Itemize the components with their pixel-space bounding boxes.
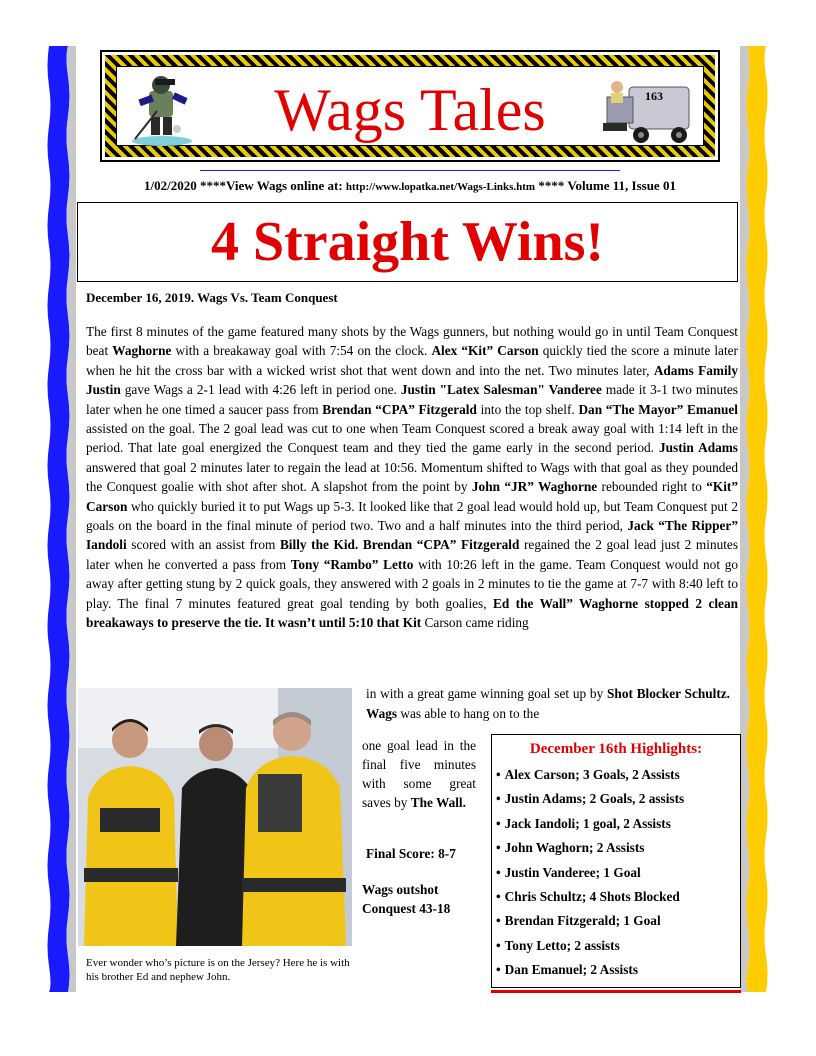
highlight-item: • Tony Letto; 2 assists (496, 938, 684, 962)
story-text: regained the 2 goal lead just 2 minutes later when he converted a pass from (86, 537, 739, 572)
masthead-inner (116, 66, 704, 146)
player-name: John “JR” Waghorne (471, 479, 598, 495)
masthead-rule (200, 170, 620, 171)
game-subhead: December 16, 2019. Wags Vs. Team Conquest (86, 290, 338, 305)
highlight-item: • Jack Iandoli; 1 goal, 2 Assists (496, 816, 684, 840)
highlight-item: • Brendan Fitzgerald; 1 Goal (496, 913, 684, 937)
story-body (86, 322, 738, 633)
highlights-box (491, 734, 741, 988)
story-text: gave Wags a 2-1 lead with 4:26 left in period one. (120, 382, 401, 398)
highlight-item: • Justin Vanderee; 1 Goal (496, 865, 684, 889)
dateline (80, 178, 740, 194)
left-wave-border (46, 46, 76, 992)
team-photo (78, 688, 352, 946)
player-name: Jack “The Ripper” Iandoli (86, 518, 738, 553)
headline: 4 Straight Wins! (210, 211, 605, 273)
highlight-item: • Chris Schultz; 4 Shots Blocked (496, 889, 684, 913)
masthead (100, 50, 720, 162)
story-text: was able to hang on to the (397, 706, 540, 721)
player-name: Tony “Rambo” Letto (290, 556, 414, 572)
story-text: made it 3-1 two minutes later when he one timed a saucer pass from (86, 382, 738, 417)
dateline-suffix: **** Volume 11, Issue 01 (535, 178, 676, 193)
highlight-item: • Justin Adams; 2 Goals, 2 assists (496, 791, 684, 815)
zamboni-icon (601, 73, 697, 147)
story-text: The first 8 minutes of the game featured many shots by the Wags gunners, but nothing would go in until Team Conquest beat (86, 324, 738, 359)
team-name: Wags (366, 706, 398, 721)
right-wave-border (740, 46, 770, 992)
story-text: quickly tied the score a minute later when he hit the cross bar with a wicked wrist shot that went down and into the net. Two minutes later, (86, 343, 738, 378)
story-text: answered that goal 2 minutes later to regain the lead at 10:56. Momentum shifted to Wags with that goal as they pounded the Conquest goalie with shot after shot. A slapshot from the point by (86, 459, 738, 495)
player-name: “Kit” Carson (86, 479, 738, 514)
story-text: in with a great game winning goal set up by (366, 686, 608, 701)
story-text: into the top shelf. (476, 401, 579, 417)
player-name: The Wall. (410, 795, 466, 810)
player-name: Shot Blocker Schultz. (607, 686, 730, 701)
story-text: with a breakaway goal with 7:54 on the clock. (171, 343, 432, 359)
highlight-item: • Dan Emanuel; 2 Assists (496, 962, 684, 986)
shots-summary: Wags outshot Conquest 43-18 (362, 882, 451, 916)
player-name: Justin "Latex Salesman" Vanderee (400, 382, 602, 398)
headline-box (77, 202, 738, 282)
final-score: Final Score: 8-7 (366, 846, 456, 861)
dateline-prefix: 1/02/2020 ****View Wags online at: (144, 178, 346, 193)
highlight-item: • John Waghorn; 2 Assists (496, 840, 684, 864)
player-name: Ed the Wall” Waghorne stopped 2 clean breakaways to preserve the tie. It wasn’t until 5:10 that Kit (86, 595, 738, 631)
player-name: Waghorne (112, 343, 172, 359)
story-text: assisted on the goal. The 2 goal lead was cut to one when Team Conquest scored a break away goal with 1:14 left in the period. That late goal energized the Conquest team and they tied the game early in the second period. (86, 421, 738, 456)
story-column-narrow (362, 736, 476, 812)
newsletter-title: Wags Tales (274, 77, 546, 143)
player-name: Brendan “CPA” Fitzgerald (322, 401, 477, 417)
story-text: Carson came riding (421, 615, 529, 631)
story-text: rebounded right to (597, 479, 707, 495)
player-name: Alex “Kit” Carson (431, 343, 539, 359)
photo-caption: Ever wonder who’s picture is on the Jersey? Here he is with his brother Ed and nephew John. (86, 957, 350, 983)
website-link[interactable]: http://www.lopatka.net/Wags-Links.htm (345, 181, 536, 193)
highlights-title: December 16th Highlights: (529, 741, 703, 757)
story-continued (366, 684, 730, 724)
highlights-rule (491, 990, 741, 993)
player-name: Dan “The Mayor” Emanuel (578, 401, 738, 417)
issue-number: 163 (645, 89, 663, 103)
story-text: scored with an assist from (126, 537, 280, 553)
player-name: Justin Adams (659, 440, 738, 456)
player-name: Billy the Kid. Brendan “CPA” Fitzgerald (279, 537, 520, 553)
highlight-item: • Alex Carson; 3 Goals, 2 Assists (496, 767, 684, 791)
highlights-list (496, 767, 684, 987)
story-text: one goal lead in the final five minutes with some great saves by (362, 738, 476, 810)
story-text: with 10:26 left in the game. Team Conquest would not go away after getting stung by 2 quick goals, they answered with 2 goals in 2 minutes to tie the game at 7-7 with 8:40 left to play. The final 7 minutes featured great goal tending by both goalies, (86, 556, 738, 611)
player-name: Adams Family Justin (86, 362, 738, 398)
story-text: who quickly buried it to put Wags up 5-3. It looked like that 2 goal lead would hold up, but Team Conquest put 2 goals on the board in the final minute of period two. Two and a half minutes into the third period, (86, 498, 738, 534)
